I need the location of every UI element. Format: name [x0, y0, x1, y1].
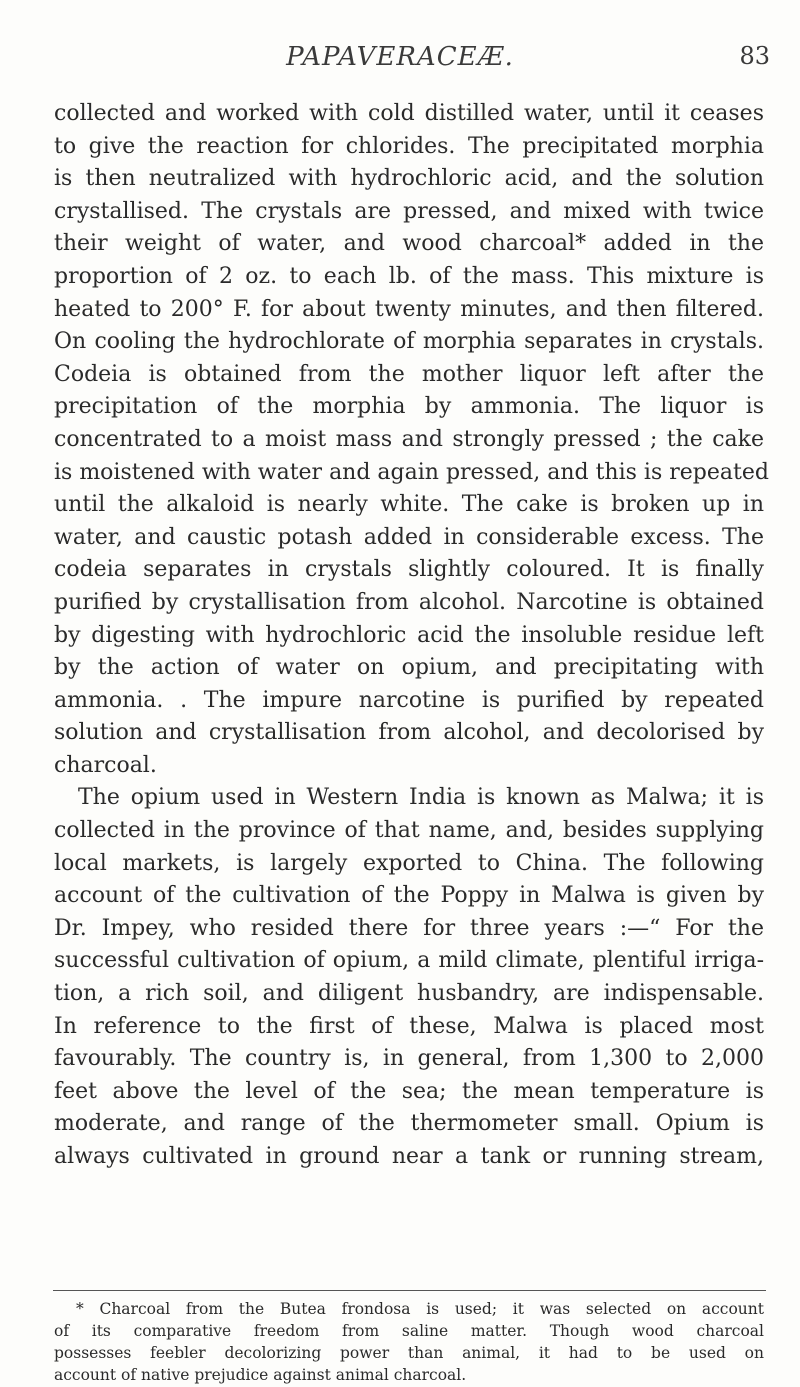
text-line: Codeia is obtained from the mother liquor left after the — [54, 361, 764, 387]
text-line: In reference to the first of these, Malwa is placed most — [54, 1013, 764, 1039]
text-line: to give the reaction for chlorides. The precipitated morphia — [54, 133, 764, 159]
text-line: feet above the level of the sea; the mean temperature is — [54, 1078, 764, 1104]
text-line: water, and caustic potash added in considerable excess. The — [54, 524, 764, 550]
text-line: On cooling the hydrochlorate of morphia separates in crystals. — [54, 329, 764, 355]
text-line: collected and worked with cold distilled water, until it ceases — [54, 101, 764, 126]
text-line: favourably. The country is, in general, from 1,300 to 2,000 — [54, 1046, 764, 1072]
page-number: 83 — [739, 42, 770, 70]
text-line: concentrated to a moist mass and strongly pressed ; the cake — [54, 426, 764, 452]
footnote-line: account of native prejudice against animal charcoal. — [54, 1366, 467, 1384]
footnote-line: of its comparative freedom from saline matter. Though wood charcoal — [54, 1322, 764, 1340]
text-line: tion, a rich soil, and diligent husbandry, are indispensable. — [54, 981, 764, 1007]
text-line: their weight of water, and wood charcoal* added in the — [54, 231, 764, 257]
text-line: is moistened with water and again pressed, and this is repeated — [54, 459, 769, 485]
text-line: collected in the province of that name, and, besides supplying — [54, 818, 764, 844]
footnote-line: possesses feebler decolorizing power than animal, it had to be used on — [54, 1344, 764, 1362]
text-line: charcoal. — [54, 752, 157, 778]
text-line: until the alkaloid is nearly white. The cake is broken up in — [54, 492, 764, 518]
text-line: crystallised. The crystals are pressed, and mixed with twice — [54, 198, 764, 224]
text-line: by the action of water on opium, and precipitating with — [54, 655, 764, 681]
text-line: successful cultivation of opium, a mild climate, plentiful irriga- — [54, 948, 764, 974]
text-line: local markets, is largely exported to China. The following — [54, 850, 764, 876]
text-line: The opium used in Western India is known as Malwa; it is — [78, 785, 764, 811]
page-header — [0, 42, 800, 82]
text-line: account of the cultivation of the Poppy in Malwa is given by — [54, 883, 764, 909]
text-line: solution and crystallisation from alcohol, and decolorised by — [54, 720, 764, 746]
text-line: heated to 200° F. for about twenty minutes, and then filtered. — [54, 296, 764, 322]
text-line: by digesting with hydrochloric acid the insoluble residue left — [54, 622, 764, 648]
running-head: PAPAVERACEÆ. — [286, 42, 514, 72]
body-text — [54, 98, 769, 1174]
text-line: codeia separates in crystals slightly coloured. It is finally — [54, 557, 764, 583]
footnote — [54, 1298, 764, 1386]
text-line: purified by crystallisation from alcohol. Narcotine is obtained — [54, 589, 764, 615]
text-line: always cultivated in ground near a tank or running stream, — [54, 1144, 764, 1169]
text-line: precipitation of the morphia by ammonia. The liquor is — [54, 394, 764, 420]
footnote-line: * Charcoal from the Butea frondosa is used; it was selected on account — [76, 1300, 764, 1318]
text-line: is then neutralized with hydrochloric acid, and the solution — [54, 166, 764, 192]
text-line: proportion of 2 oz. to each lb. of the mass. This mixture is — [54, 263, 764, 289]
text-line: moderate, and range of the thermometer small. Opium is — [54, 1111, 764, 1137]
text-line: ammonia. . The impure narcotine is purified by repeated — [54, 687, 764, 713]
footnote-divider — [53, 1290, 766, 1291]
text-line: Dr. Impey, who resided there for three years :—“ For the — [54, 915, 764, 941]
